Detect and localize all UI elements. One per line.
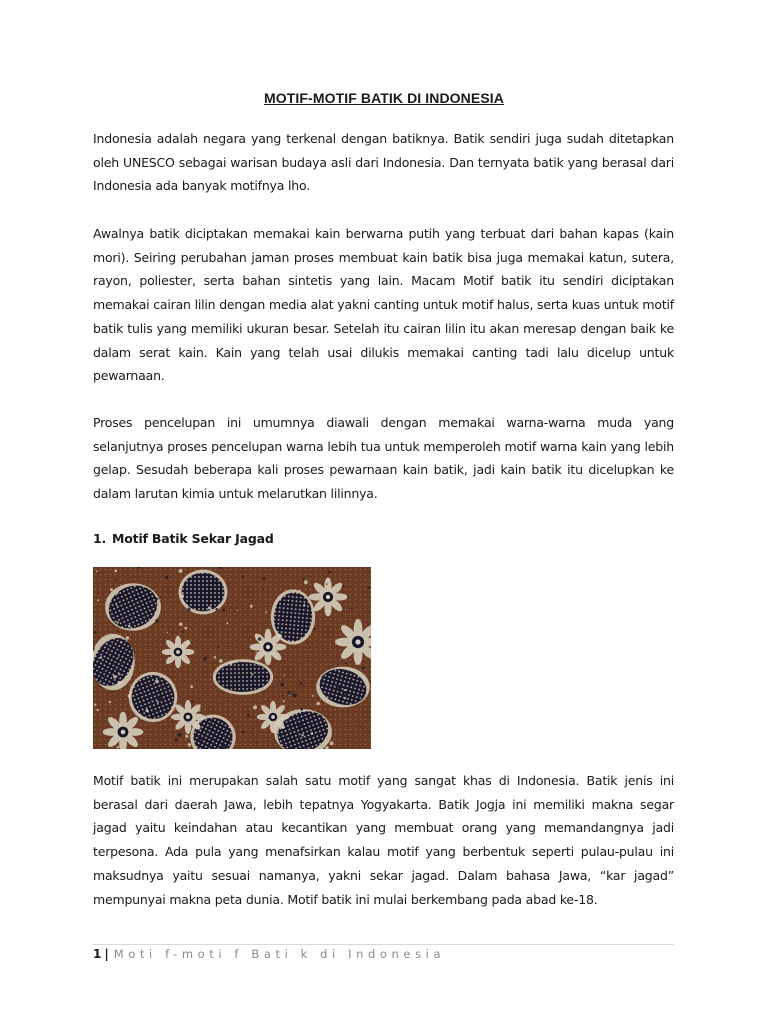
footer-title: Moti f-moti f Bati k di Indonesia xyxy=(113,947,446,961)
footer-divider xyxy=(93,944,674,945)
section-heading xyxy=(93,531,274,546)
page-number: 1 xyxy=(93,947,102,961)
batik-sekar-jagad-image xyxy=(93,567,371,749)
paragraph-sekar-jagad: Motif batik ini merupakan salah satu motif yang sangat khas di Indonesia. Batik jenis ini berasal dari daerah Jawa, lebih tepatnya Yogyakarta. Batik Jogja ini memiliki makna segar jagad yaitu keindahan atau kecantikan yang membuat orang yang memandangnya jadi terpesona. Ada pula yang menafsirkan kalau motif yang berbentuk seperti pulau-pulau ini maksudnya yaitu sesuai namanya, yakni sekar jagad. Dalam bahasa Jawa, “kar jagad” mempunyai makna peta dunia. Motif batik ini mulai berkembang pada abad ke-18. xyxy=(93,773,674,907)
paragraph-history: Awalnya batik diciptakan memakai kain berwarna putih yang terbuat dari bahan kapas (kain mori). Seiring perubahan jaman proses membuat kain batik bisa juga memakai katun, sutera, rayon, poliester, serta bahan sintetis yang lain. Macam Motif batik itu sendiri diciptakan memakai cairan lilin dengan media alat yakni canting untuk motif halus, serta kuas untuk motif batik tulis yang memiliki ukuran besar. Setelah itu cairan lilin itu akan meresap dengan baik ke dalam serat kain. Kain yang telah usai dilukis memakai canting tadi lalu dicelup untuk pewarnaan. xyxy=(93,226,674,384)
section-number: 1. xyxy=(93,531,107,546)
section-title: Motif Batik Sekar Jagad xyxy=(112,531,274,546)
paragraph-dyeing: Proses pencelupan ini umumnya diawali dengan memakai warna-warna muda yang selanjutnya proses pencelupan warna lebih tua untuk memperoleh motif warna kain yang lebih gelap. Sesudah beberapa kali proses pewarnaan kain batik, jadi kain batik itu dicelupkan ke dalam larutan kimia untuk melarutkan lilinnya. xyxy=(93,415,674,502)
paragraph-intro: Indonesia adalah negara yang terkenal dengan batiknya. Batik sendiri juga sudah ditetapkan oleh UNESCO sebagai warisan budaya asli dari Indonesia. Dan ternyata batik yang berasal dari Indonesia ada banyak motifnya lho. xyxy=(93,131,674,194)
footer-separator: | xyxy=(104,947,109,961)
page-footer xyxy=(93,947,445,961)
document-title: MOTIF-MOTIF BATIK DI INDONESIA xyxy=(264,90,504,106)
